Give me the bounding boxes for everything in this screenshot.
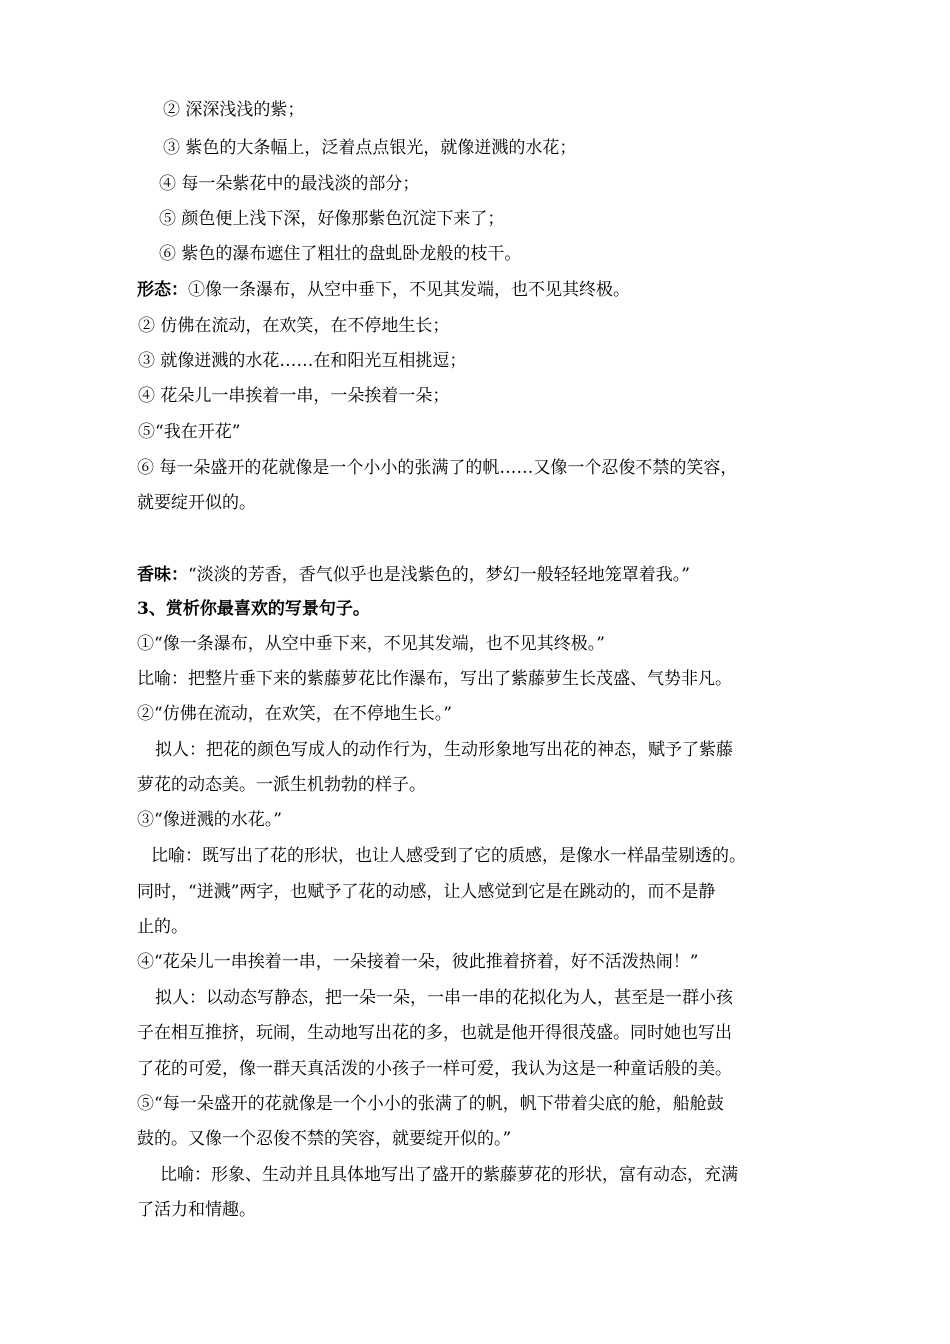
analysis-3: 比喻：既写出了花的形状，也让人感受到了它的质感，是像水一样晶莹剔透的。	[151, 846, 746, 866]
color-item-3: ③ 紫色的大条幅上，泛着点点银光，就像迸溅的水花；	[163, 138, 577, 158]
analysis-3-cont: 同时，“迸溅”两字，也赋予了花的动感，让人感觉到它是在跳动的，而不是静	[137, 882, 716, 902]
analysis-5: 比喻：形象、生动并且具体地写出了盛开的紫藤萝花的形状，富有动态，充满	[160, 1165, 738, 1185]
color-item-2: ② 深深浅浅的紫；	[163, 100, 305, 120]
analysis-2: 拟人：把花的颜色写成人的动作行为，生动形象地写出花的神态，赋予了紫藤	[155, 740, 733, 760]
shape-item-6-cont: 就要绽开似的。	[137, 493, 256, 513]
shape-item-4: ④ 花朵儿一串挨着一串，一朵挨着一朵；	[138, 386, 450, 406]
fragrance-label: 香味：	[137, 565, 188, 585]
fragrance-line: 香味：“淡淡的芳香，香气似乎也是浅紫色的，梦幻一般轻轻地笼罩着我。”	[137, 565, 690, 585]
quote-1: ①“像一条瀑布，从空中垂下来，不见其发端，也不见其终极。”	[137, 634, 605, 654]
quote-2: ②“仿佛在流动，在欢笑，在不停地生长。”	[137, 704, 452, 724]
shape-label: 形态：	[137, 280, 188, 300]
analysis-4-cont2: 了花的可爱，像一群天真活泼的小孩子一样可爱，我认为这是一种童话般的美。	[137, 1059, 732, 1079]
quote-5-cont: 鼓的。又像一个忍俊不禁的笑容，就要绽开似的。”	[137, 1129, 512, 1149]
analysis-4: 拟人：以动态写静态，把一朵一朵，一串一串的花拟化为人，甚至是一群小孩	[155, 988, 733, 1008]
shape-item-3: ③ 就像迸溅的水花……在和阳光互相挑逗；	[138, 351, 467, 371]
analysis-3-cont2: 止的。	[137, 917, 188, 937]
color-item-5: ⑤ 颜色便上浅下深，好像那紫色沉淀下来了；	[159, 209, 505, 229]
analysis-2-cont: 萝花的动态美。一派生机勃勃的样子。	[137, 775, 426, 795]
shape-item-6: ⑥ 每一朵盛开的花就像是一个小小的张满了的帆……又像一个忍俊不禁的笑容，	[137, 458, 738, 478]
analysis-5-cont: 了活力和情趣。	[137, 1200, 256, 1220]
color-item-4: ④ 每一朵紫花中的最浅淡的部分；	[159, 174, 420, 194]
quote-4: ④“花朵儿一串挨着一串，一朵接着一朵，彼此推着挤着，好不活泼热闹！”	[137, 952, 699, 972]
shape-item-2: ② 仿佛在流动，在欢笑，在不停地生长；	[138, 316, 450, 336]
analysis-1: 比喻：把整片垂下来的紫藤萝花比作瀑布，写出了紫藤萝生长茂盛、气势非凡。	[137, 669, 732, 689]
analysis-4-cont: 子在相互推挤，玩闹，生动地写出花的多，也就是他开得很茂盛。同时她也写出	[137, 1023, 732, 1043]
shape-item-1: 形态：①像一条瀑布，从空中垂下，不见其发端，也不见其终极。	[137, 280, 630, 300]
color-item-6: ⑥ 紫色的瀑布遮住了粗壮的盘虬卧龙般的枝干。	[159, 244, 522, 264]
section-heading: 3、赏析你最喜欢的写景句子。	[137, 599, 370, 619]
quote-5: ⑤“每一朵盛开的花就像是一个小小的张满了的帆，帆下带着尖底的舱，船舱鼓	[137, 1094, 724, 1114]
quote-3: ③“像迸溅的水花。”	[137, 810, 282, 830]
shape-item-5: ⑤“我在开花”	[138, 422, 241, 442]
